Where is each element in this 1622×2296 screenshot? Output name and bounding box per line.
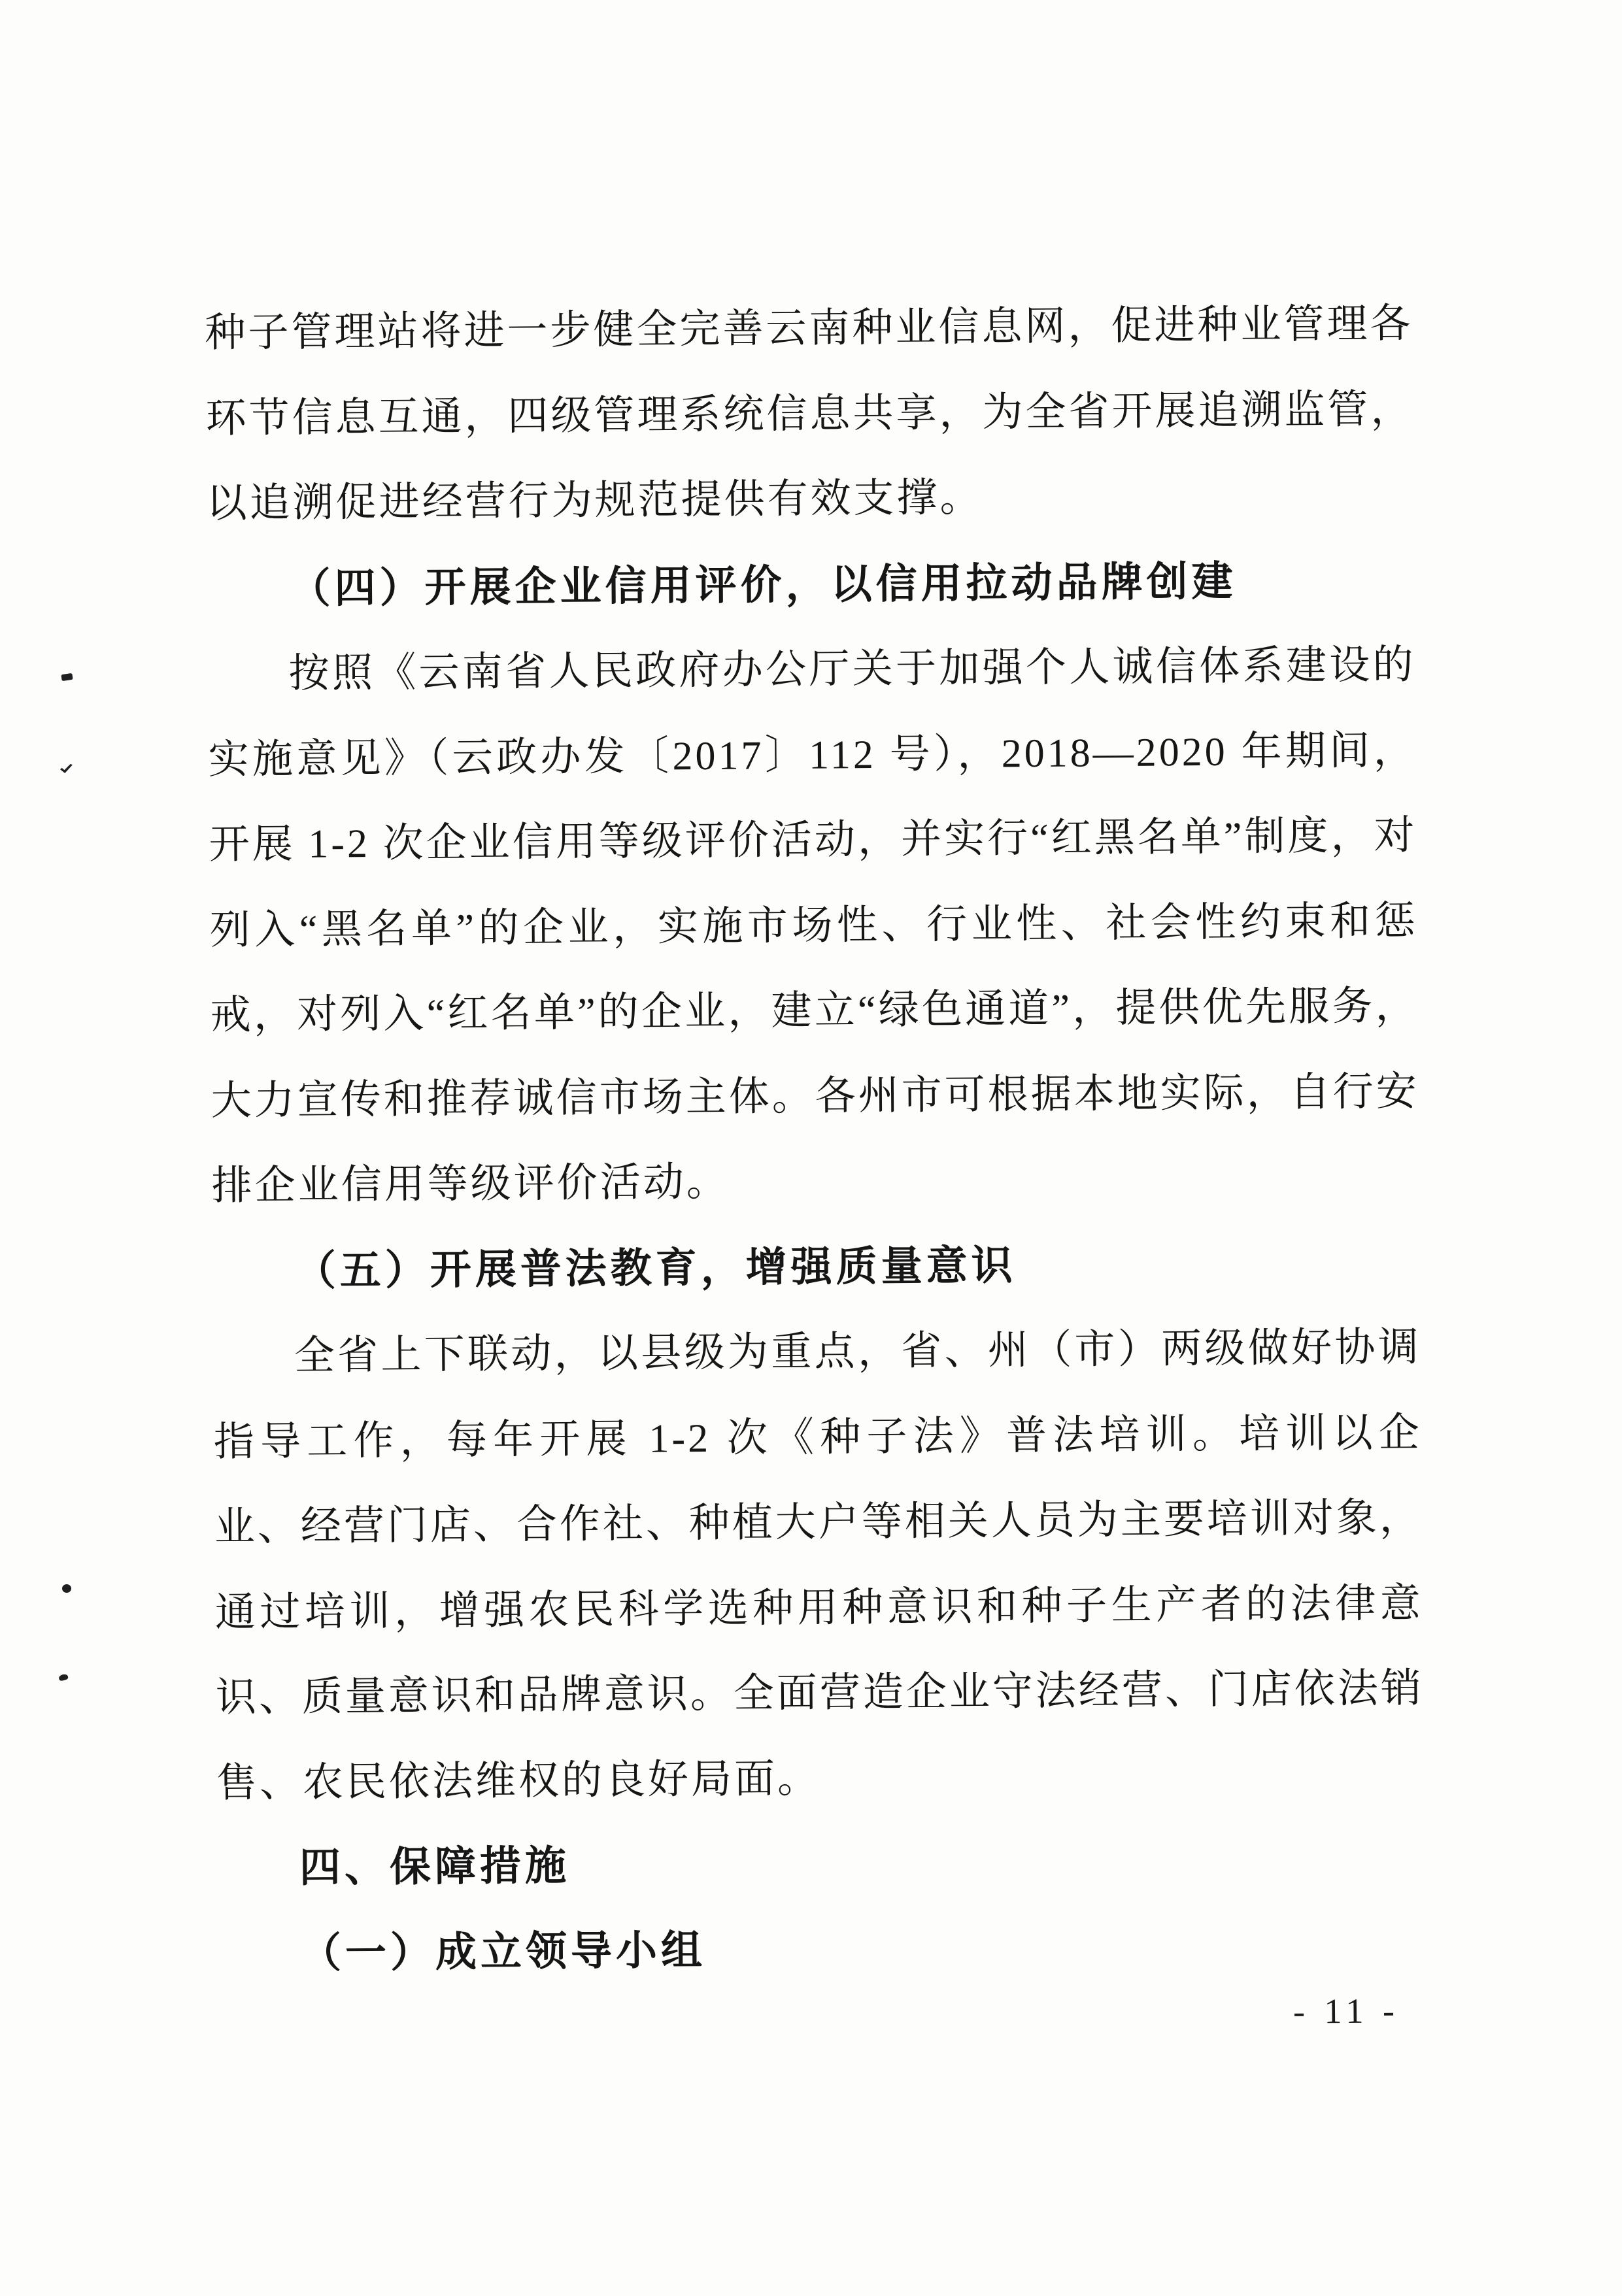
part-4-subsection-1-heading: （一）成立领导小组: [299, 1927, 707, 1976]
scan-speck-dot: [62, 1584, 71, 1593]
continuation-paragraph: 种子管理站将进一步健全完善云南种业信息网，促进种业管理各环节信息互通，四级管理系统信息共享，为全省开展追溯监管，以追溯促进经营行为规范提供有效支撑。: [205, 301, 1414, 526]
page-number: - 11 -: [1293, 1991, 1400, 2031]
section-5-paragraph: 全省上下联动，以县级为重点，省、州（市）两级做好协调指导工作，每年开展 1-2 次《种子法》普法培训。培训以企业、经营门店、合作社、种植大户等相关人员为主要培训对象，通过培训，增强农民科学选种用种意识和种子生产者的法律意识、质量意识和品牌意识。全面营造企业守法经营、门店依法销售、农民依法维权的良好局面。: [213, 1325, 1425, 1806]
section-4-paragraph: 按照《云南省人民政府办公厅关于加强个人诚信体系建设的实施意见》（云政办发〔2017〕112 号），2018—2020 年期间，开展 1-2 次企业信用等级评价活动，并实行“红黑名单”制度，对列入“黑名单”的企业，实施市场性、行业性、社会性约束和惩戒，对列入“红名单”的企业，建立“绿色通道”，提供优先服务，大力宣传和推荐诚信市场主体。各州市可根据本地实际，自行安排企业信用等级评价活动。: [208, 642, 1419, 1208]
document-text-block: [205, 281, 1426, 1996]
scan-speck-checkmark: [60, 764, 73, 773]
section-5-heading: （五）开展普法教育，增强质量意识: [294, 1242, 1017, 1294]
part-4-heading: 四、保障措施: [299, 1842, 571, 1891]
scan-speck-tick: [58, 1673, 69, 1682]
scan-speck-dash: [61, 673, 73, 681]
section-4-heading: （四）开展企业信用评价，以信用拉动品牌创建: [289, 558, 1237, 612]
